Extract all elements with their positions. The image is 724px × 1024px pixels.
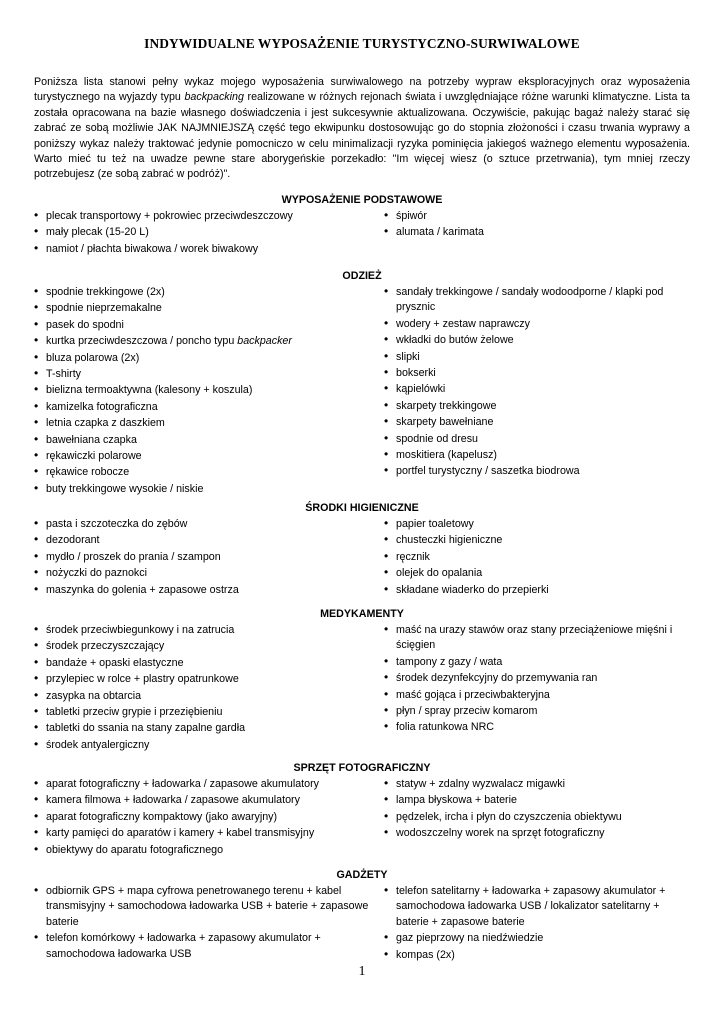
section-title: GADŻETY <box>336 869 388 881</box>
list-item: • mały plecak (15-20 L) <box>34 224 384 240</box>
section-clothing <box>34 268 690 497</box>
section-gadgets <box>34 867 690 963</box>
list-item: • olejek do opalania <box>384 565 690 581</box>
intro-italic-term: backpacking <box>184 91 244 104</box>
list-item: • telefon satelitarny + ładowarka + zapasowy akumulator + samochodowa ładowarka USB / lokalizator satelitarny + baterie + zapasowe baterie <box>384 883 690 930</box>
list-item: • bluza polarowa (2x) <box>34 350 384 366</box>
list-item: • spodnie od dresu <box>384 431 690 447</box>
right-column-list <box>384 208 690 257</box>
list-item: • tabletki przeciw grypie i przeziębieniu <box>34 704 384 720</box>
list-item: • pasek do spodni <box>34 317 384 333</box>
list-item: • namiot / płachta biwakowa / worek biwakowy <box>34 241 384 257</box>
list-item: • kompas (2x) <box>384 947 690 963</box>
list-item: • rękawiczki polarowe <box>34 448 384 464</box>
list-item: • telefon komórkowy + ładowarka + zapasowy akumulator + samochodowa ładowarka USB <box>34 930 384 962</box>
list-item: • sandały trekkingowe / sandały wodoodporne / klapki pod prysznic <box>384 284 690 316</box>
list-item: • alumata / karimata <box>384 224 690 240</box>
left-column-list <box>34 284 384 497</box>
section-columns <box>34 208 690 257</box>
list-item: • tabletki do ssania na stany zapalne gardła <box>34 720 384 736</box>
right-column-list <box>384 284 690 497</box>
list-item: • kurtka przeciwdeszczowa / poncho typu backpacker <box>34 333 384 349</box>
list-item: • maść na urazy stawów oraz stany przeciążeniowe mięśni i ścięgien <box>384 622 690 654</box>
list-item: • plecak transportowy + pokrowiec przeciwdeszczowy <box>34 208 384 224</box>
list-item: • maszynka do golenia + zapasowe ostrza <box>34 582 384 598</box>
list-item: • pasta i szczoteczka do zębów <box>34 516 384 532</box>
list-item: • statyw + zdalny wyzwalacz migawki <box>384 776 690 792</box>
list-item: • maść gojąca i przeciwbakteryjna <box>384 687 690 703</box>
list-item: • bawełniana czapka <box>34 432 384 448</box>
right-column-list <box>384 516 690 598</box>
left-column-list <box>34 622 384 753</box>
list-item: • aparat fotograficzny + ładowarka / zapasowe akumulatory <box>34 776 384 792</box>
list-item: • letnia czapka z daszkiem <box>34 415 384 431</box>
list-item: • bielizna termoaktywna (kalesony + koszula) <box>34 382 384 398</box>
list-item: • wodoszczelny worek na sprzęt fotograficzny <box>384 825 690 841</box>
section-title: WYPOSAŻENIE PODSTAWOWE <box>281 194 443 206</box>
list-item: • buty trekkingowe wysokie / niskie <box>34 481 384 497</box>
intro-paragraph <box>34 75 690 183</box>
page-title: INDYWIDUALNE WYPOSAŻENIE TURYSTYCZNO-SURWIWALOWE <box>144 36 580 51</box>
left-column-list <box>34 516 384 598</box>
section-title: MEDYKAMENTY <box>320 608 404 620</box>
list-item: • zasypka na obtarcia <box>34 688 384 704</box>
list-item: • spodnie trekkingowe (2x) <box>34 284 384 300</box>
list-item: • aparat fotograficzny kompaktowy (jako awaryjny) <box>34 809 384 825</box>
right-column-list <box>384 776 690 858</box>
section-title: ŚRODKI HIGIENICZNE <box>305 502 419 514</box>
list-item: • gaz pieprzowy na niedźwiedzie <box>384 930 690 946</box>
list-item: • bandaże + opaski elastyczne <box>34 655 384 671</box>
list-item: • środek przeczyszczający <box>34 638 384 654</box>
list-item: • nożyczki do paznokci <box>34 565 384 581</box>
section-columns <box>34 284 690 497</box>
list-item: • mydło / proszek do prania / szampon <box>34 549 384 565</box>
list-item: • dezodorant <box>34 532 384 548</box>
page-number: 1 <box>358 964 366 979</box>
left-column-list <box>34 883 384 963</box>
list-item: • moskitiera (kapelusz) <box>384 447 690 463</box>
section-columns <box>34 883 690 963</box>
list-item: • slipki <box>384 349 690 365</box>
list-item: • rękawice robocze <box>34 464 384 480</box>
list-item: • lampa błyskowa + baterie <box>384 792 690 808</box>
intro-text-part2: realizowane w różnych rejonach świata i uwzględniające różne warunki klimatyczne. Lista ta została opracowana na bazie własnego doświadczenia i jest sukcesywnie aktualizowana. Oczywiście, pakując bagaż należy starać się zabrać ze sobą możliwie JAK NAJMNIEJSZĄ część tego ekwipunku dostosowując go do stopnia złożoności i czasu trwania wyprawy a poniższy wykaz należy traktować jedynie pomocniczo w celu minimalizacji ryzyka pominięcia jakiegoś ważnego elementu wyposażenia. Warto mieć tu też na uwadze pewne stare aborygeńskie porzekadło: "Im więcej wiesz (o sztuce przetrwania), tym mniej rzeczy potrzebujesz (ze sobą zabrać w podróż)". <box>34 91 690 181</box>
list-item: • pędzelek, ircha i płyn do czyszczenia obiektywu <box>384 809 690 825</box>
list-item: • kamera filmowa + ładowarka / zapasowe akumulatory <box>34 792 384 808</box>
list-item: • ręcznik <box>384 549 690 565</box>
right-column-list <box>384 883 690 963</box>
list-item: • T-shirty <box>34 366 384 382</box>
section-columns <box>34 516 690 598</box>
list-item: • śpiwór <box>384 208 690 224</box>
section-medications <box>34 606 690 753</box>
list-item: • karty pamięci do aparatów i kamery + kabel transmisyjny <box>34 825 384 841</box>
list-item: • kamizelka fotograficzna <box>34 399 384 415</box>
section-columns <box>34 622 690 753</box>
section-hygiene <box>34 500 690 598</box>
right-column-list <box>384 622 690 753</box>
list-item: • środek przeciwbiegunkowy i na zatrucia <box>34 622 384 638</box>
section-photo-equipment <box>34 760 690 858</box>
list-item: • spodnie nieprzemakalne <box>34 300 384 316</box>
list-item: • środek antyalergiczny <box>34 737 384 753</box>
section-basic-equipment <box>34 192 690 257</box>
list-item: • skarpety trekkingowe <box>384 398 690 414</box>
left-column-list <box>34 208 384 257</box>
list-item: • wodery + zestaw naprawczy <box>384 316 690 332</box>
list-item: • portfel turystyczny / saszetka biodrowa <box>384 463 690 479</box>
section-title: SPRZĘT FOTOGRAFICZNY <box>293 762 431 774</box>
list-item: • odbiornik GPS + mapa cyfrowa penetrowanego terenu + kabel transmisyjny + samochodowa ładowarka USB + baterie + zapasowe baterie <box>34 883 384 930</box>
left-column-list <box>34 776 384 858</box>
list-item: • składane wiaderko do przepierki <box>384 582 690 598</box>
list-item: • chusteczki higieniczne <box>384 532 690 548</box>
list-item: • bokserki <box>384 365 690 381</box>
list-item: • kąpielówki <box>384 381 690 397</box>
list-item: • płyn / spray przeciw komarom <box>384 703 690 719</box>
list-item: • skarpety bawełniane <box>384 414 690 430</box>
list-item: • przylepiec w rolce + plastry opatrunkowe <box>34 671 384 687</box>
list-item: • obiektywy do aparatu fotograficznego <box>34 842 384 858</box>
list-item: • wkładki do butów żelowe <box>384 332 690 348</box>
intro-text-part1: Poniższa lista stanowi pełny wykaz mojego wyposażenia surwiwalowego na potrzeby wypraw eksploracyjnych oraz wyposażenia turystycznego na wyjazdy typu <box>34 76 690 104</box>
list-item: • tampony z gazy / wata <box>384 654 690 670</box>
list-item: • folia ratunkowa NRC <box>384 719 690 735</box>
list-item: • środek dezynfekcyjny do przemywania ran <box>384 670 690 686</box>
section-title: ODZIEŻ <box>342 270 382 282</box>
list-item: • papier toaletowy <box>384 516 690 532</box>
section-columns <box>34 776 690 858</box>
